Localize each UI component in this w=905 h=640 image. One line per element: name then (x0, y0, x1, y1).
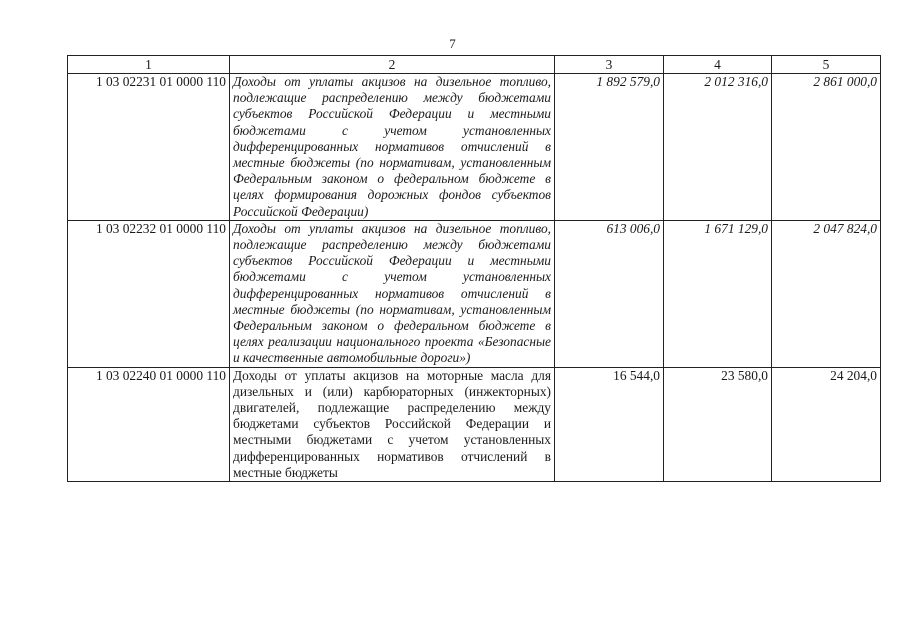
amount-col5: 2 047 824,0 (772, 220, 881, 367)
amount-col4: 1 671 129,0 (664, 220, 772, 367)
column-header-5: 5 (772, 56, 881, 74)
revenue-description: Доходы от уплаты акцизов на дизельное топливо, подлежащие распределению между бюджетами субъектов Российской Федерации и местными бюджетами с учетом установленных дифференцированных нормативов отчислений в местные бюджеты (по нормативам, установленным Федеральным законом о федеральном бюджете в целях формирования дорожных фондов субъектов Российской Федерации) (230, 74, 555, 221)
table-row (68, 367, 881, 481)
amount-col3: 1 892 579,0 (555, 74, 664, 221)
amount-col4: 2 012 316,0 (664, 74, 772, 221)
revenue-code: 1 03 02231 01 0000 110 (68, 74, 230, 221)
amount-col3: 613 006,0 (555, 220, 664, 367)
amount-col5: 2 861 000,0 (772, 74, 881, 221)
amount-col3: 16 544,0 (555, 367, 664, 481)
column-header-3: 3 (555, 56, 664, 74)
table-row (68, 74, 881, 221)
column-header-2: 2 (230, 56, 555, 74)
revenue-description: Доходы от уплаты акцизов на моторные масла для дизельных и (или) карбюраторных (инжекторных) двигателей, подлежащие распределению между бюджетами субъектов Российской Федерации и местными бюджетами с учетом установленных дифференцированных нормативов отчислений в местные бюджеты (230, 367, 555, 481)
amount-col5: 24 204,0 (772, 367, 881, 481)
revenue-code: 1 03 02232 01 0000 110 (68, 220, 230, 367)
column-header-1: 1 (68, 56, 230, 74)
table-header-row (68, 56, 881, 74)
revenue-description: Доходы от уплаты акцизов на дизельное топливо, подлежащие распределению между бюджетами субъектов Российской Федерации и местными бюджетами с учетом установленных дифференцированных нормативов отчислений в местные бюджеты (по нормативам, установленным Федеральным законом о федеральном бюджете в целях реализации национального проекта «Безопасные и качественные автомобильные дороги») (230, 220, 555, 367)
amount-col4: 23 580,0 (664, 367, 772, 481)
column-header-4: 4 (664, 56, 772, 74)
budget-table (67, 55, 881, 482)
table-row (68, 220, 881, 367)
revenue-code: 1 03 02240 01 0000 110 (68, 367, 230, 481)
page-number: 7 (449, 36, 456, 51)
